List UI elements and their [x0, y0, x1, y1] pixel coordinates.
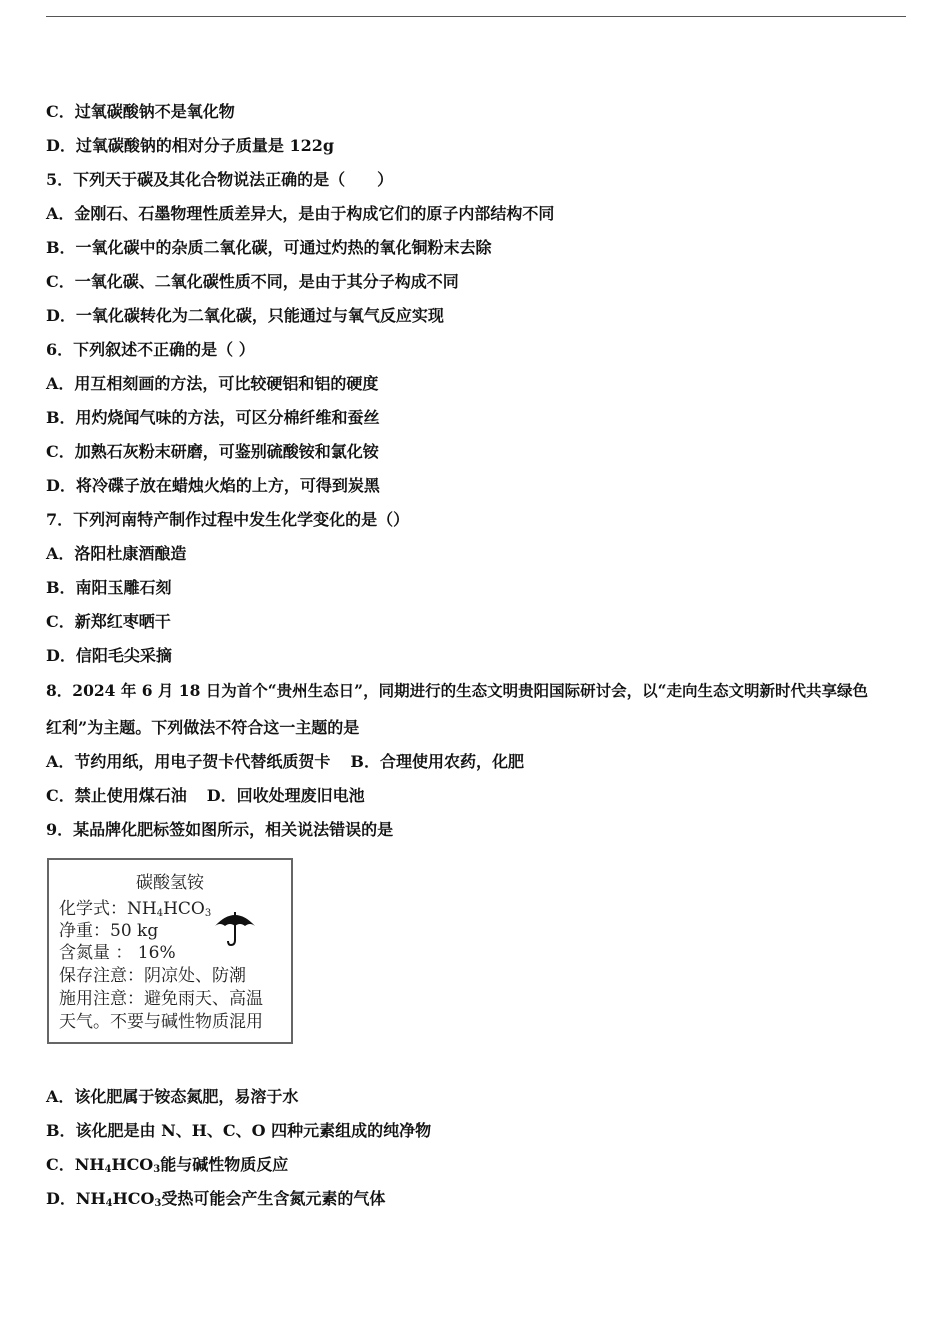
label-storage: 保存注意：阴凉处、防潮 — [59, 966, 246, 986]
fertilizer-label — [47, 858, 293, 1044]
q5-option-d: D．一氧化碳转化为二氧化碳，只能通过与氧气反应实现 — [46, 306, 444, 325]
q9-stem: 9．某品牌化肥标签如图所示，相关说法错误的是 — [46, 820, 394, 839]
q8-stem-line2: 红利”为主题。下列做法不符合这一主题的是 — [46, 718, 360, 737]
q9-option-a: A．该化肥属于铵态氮肥，易溶于水 — [46, 1087, 299, 1106]
q5-stem: 5．下列天于碳及其化合物说法正确的是（ ） — [46, 170, 394, 189]
q9-option-c: C．$NH_4HCO_3$能与碱性物质反应 — [46, 1155, 289, 1175]
umbrella-icon — [213, 908, 257, 948]
q7-option-d: D．信阳毛尖采摘 — [46, 646, 172, 665]
q9-option-d: D．$NH_4HCO_3$受热可能会产生含氮元素的气体 — [46, 1189, 386, 1209]
q7-stem: 7．下列河南特产制作过程中发生化学变化的是（） — [46, 510, 410, 529]
q6-option-a: A．用互相刻画的方法，可比较硬铝和铝的硬度 — [46, 374, 379, 393]
label-formula: 化学式：$NH_4HCO_3$ — [59, 899, 212, 919]
q5-option-c: C．一氧化碳、二氧化碳性质不同，是由于其分子构成不同 — [46, 272, 459, 291]
q8-options-cd — [46, 786, 365, 806]
q6-stem: 6．下列叙述不正确的是（ ） — [46, 340, 255, 359]
q4-option-d: D．过氧碳酸钠的相对分子质量是 122g — [46, 136, 335, 155]
q8-option-b: B．合理使用农药，化肥 — [350, 752, 524, 771]
label-usage-line1: 施用注意：避免雨天、高温 — [59, 989, 263, 1009]
q7-option-a: A．洛阳杜康酒酿造 — [46, 544, 187, 563]
label-nitrogen: 含氮量 ： 16% — [59, 943, 176, 963]
label-title: 碳酸氢铵 — [136, 873, 204, 893]
q6-option-c: C．加熟石灰粉末研磨，可鉴别硫酸铵和氯化铵 — [46, 442, 379, 461]
q8-options-ab — [46, 752, 524, 772]
q5-option-b: B．一氧化碳中的杂质二氧化碳，可通过灼热的氧化铜粉末去除 — [46, 238, 492, 257]
header-rule — [46, 16, 906, 17]
q6-option-b: B．用灼烧闻气味的方法，可区分棉纤维和蚕丝 — [46, 408, 380, 427]
q7-option-c: C．新郑红枣晒干 — [46, 612, 171, 631]
q8-stem-line1: 8．2024 年 6 月 18 日为首个“贵州生态日”，同期进行的生态文明贵阳国际研讨会，以“走向生态文明新时代共享绿色 — [46, 681, 869, 700]
q6-option-d: D．将冷碟子放在蜡烛火焰的上方，可得到炭黑 — [46, 476, 380, 495]
q4-option-c: C．过氧碳酸钠不是氧化物 — [46, 102, 235, 121]
q9-option-b: B．该化肥是由 N、H、C、O 四种元素组成的纯净物 — [46, 1121, 432, 1140]
label-weight: 净重：50 kg — [59, 921, 159, 941]
q8-option-c: C．禁止使用煤石油 — [46, 786, 187, 805]
q5-option-a: A．金刚石、石墨物理性质差异大，是由于构成它们的原子内部结构不同 — [46, 204, 555, 223]
q8-option-d: D．回收处理废旧电池 — [206, 786, 365, 805]
q7-option-b: B．南阳玉雕石刻 — [46, 578, 172, 597]
label-usage-line2: 天气。不要与碱性物质混用 — [59, 1012, 263, 1032]
q8-option-a: A．节约用纸，用电子贺卡代替纸质贺卡 — [46, 752, 331, 771]
